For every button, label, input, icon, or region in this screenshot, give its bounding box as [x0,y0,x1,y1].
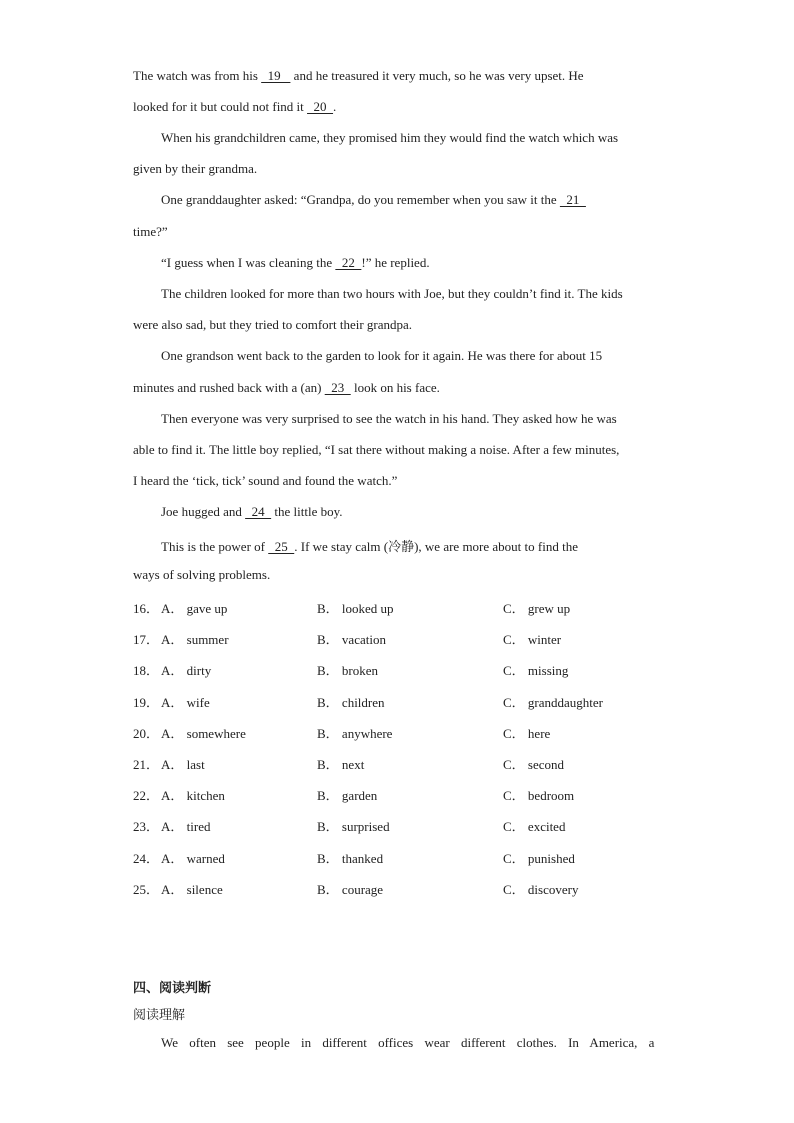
passage-line-14: I heard the ‘tick, tick’ sound and found the watch.” [133,473,398,488]
option-row-17 [133,629,693,647]
passage-line-8: The children looked for more than two hours with Joe, but they couldn’t find it. The kids [161,286,623,301]
question-number: 20． [133,726,160,741]
question-number: 19． [133,695,160,710]
option-b: B． children [317,695,385,710]
option-a: A． summer [161,632,229,647]
option-b: B． vacation [317,632,386,647]
passage-line-15: Joe hugged and 24 the little boy. [161,504,343,519]
option-row-22 [133,785,693,803]
section-heading: 四、阅读判断 [133,981,212,996]
option-a: A． gave up [161,601,228,616]
option-row-23 [133,816,693,834]
passage-line-9: were also sad, but they tried to comfort their grandpa. [133,317,413,332]
passage-line-17: ways of solving problems. [133,567,271,582]
passage-line-6: time?” [133,224,168,239]
option-c: C． bedroom [503,788,575,803]
option-c: C． punished [503,851,575,866]
question-number: 17． [133,632,160,647]
question-number: 21． [133,757,160,772]
option-a: A． last [161,757,205,772]
section-first-line: We often see people in different offices wear different clothes. In America, a [161,1035,655,1050]
option-a: A． kitchen [161,788,225,803]
question-number: 24． [133,851,160,866]
passage-line-16: This is the power of 25 . If we stay calm (冷静), we are more about to find the [161,539,578,554]
option-b: B． looked up [317,601,394,616]
option-a: A． wife [161,695,210,710]
question-number: 22． [133,788,160,803]
blank-21: 21 [559,192,586,207]
passage-line-5: One granddaughter asked: “Grandpa, do you remember when you saw it the 21 [161,192,586,207]
blank-23: 23 [324,380,351,395]
passage-line-10: One grandson went back to the garden to look for it again. He was there for about 15 [161,348,603,363]
passage-line-13: able to find it. The little boy replied, “I sat there without making a noise. After a few minutes, [133,442,620,457]
passage-line-7: “I guess when I was cleaning the 22 !” he replied. [161,255,430,270]
option-a: A． warned [161,851,225,866]
option-row-21 [133,754,693,772]
passage-line-12: Then everyone was very surprised to see the watch in his hand. They asked how he was [161,411,617,426]
option-c: C． missing [503,663,569,678]
option-b: B． garden [317,788,378,803]
option-row-25 [133,879,693,897]
blank-22: 22 [335,255,362,270]
section-subheading: 阅读理解 [133,1008,186,1023]
option-c: C． excited [503,819,566,834]
option-c: C． second [503,757,565,772]
option-a: A． dirty [161,663,212,678]
option-c: C． discovery [503,882,579,897]
passage-line-1: The watch was from his 19 and he treasured it very much, so he was very upset. He [133,68,584,83]
option-row-19 [133,692,693,710]
option-b: B． broken [317,663,379,678]
question-number: 23． [133,819,160,834]
option-c: C． winter [503,632,562,647]
option-row-20 [133,723,693,741]
option-a: A． somewhere [161,726,246,741]
blank-20: 20 [307,99,334,114]
passage-line-4: given by their grandma. [133,161,258,176]
question-number: 18． [133,663,160,678]
option-b: B． thanked [317,851,384,866]
option-a: A． tired [161,819,211,834]
option-a: A． silence [161,882,223,897]
option-row-18 [133,660,693,678]
option-b: B． courage [317,882,384,897]
passage-line-3: When his grandchildren came, they promised him they would find the watch which was [161,130,619,145]
option-row-24 [133,848,693,866]
option-c: C． granddaughter [503,695,604,710]
blank-25: 25 [268,539,295,554]
option-b: B． anywhere [317,726,393,741]
blank-19: 19 [261,68,291,83]
option-row-16 [133,598,693,616]
option-b: B． surprised [317,819,390,834]
blank-24: 24 [245,504,272,519]
passage-line-2: looked for it but could not find it 20 . [133,99,337,114]
question-number: 25． [133,882,160,897]
option-b: B． next [317,757,365,772]
question-number: 16． [133,601,160,616]
option-c: C． here [503,726,551,741]
option-c: C． grew up [503,601,571,616]
passage-line-11: minutes and rushed back with a (an) 23 look on his face. [133,380,440,395]
